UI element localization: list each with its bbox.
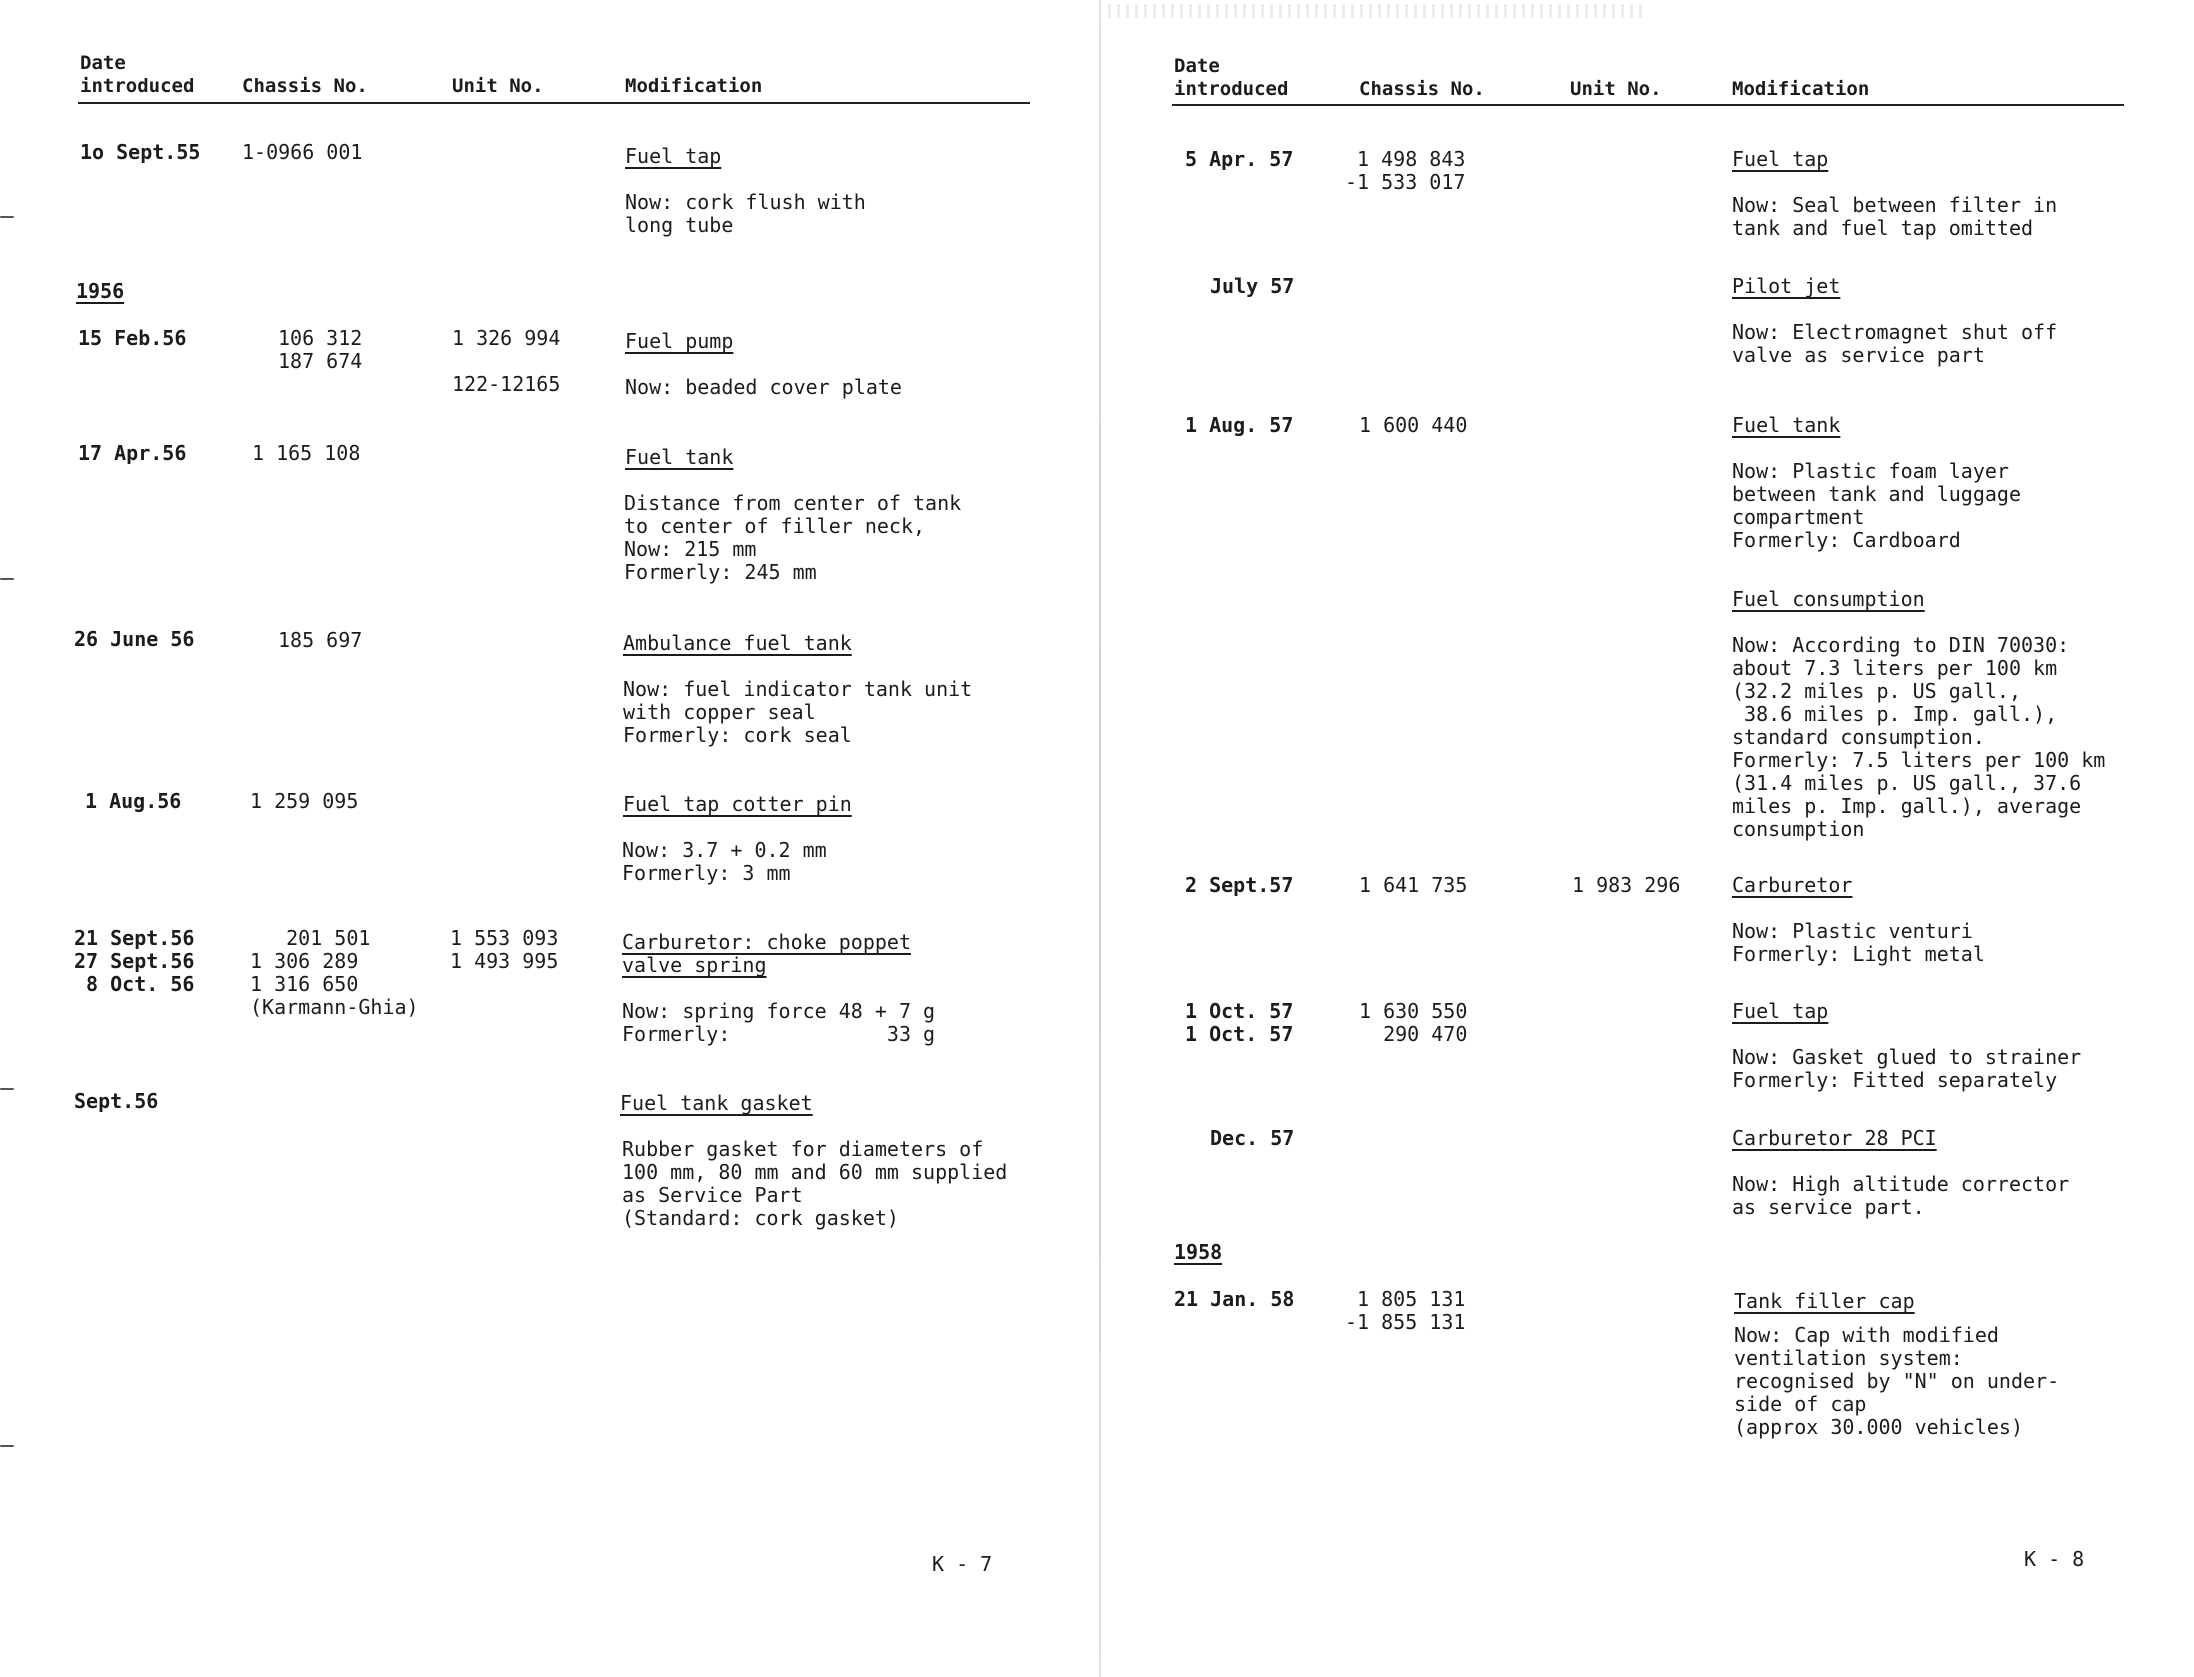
header-unit: Unit No. [1570,78,1662,100]
modification-title: Tank filler cap [1734,1289,1915,1313]
entry-date: July 57 [1210,274,1295,298]
modification-text: Now: Cap with modified ventilation system: recognised by "N" on under- side of cap (approx 30.000 vehicles) [1734,1323,2060,1439]
entry-date: 5 Apr. 57 [1185,147,1294,171]
modification-title: Pilot jet [1732,274,1841,298]
modification-text: Now: Electromagnet shut off valve as service part [1732,320,2058,367]
modification-title: Fuel tank [625,445,734,469]
header-unit: Unit No. [452,75,544,97]
modification-text: Now: 3.7 + 0.2 mm Formerly: 3 mm [622,838,827,885]
entry-chassis: 1 641 735 [1359,873,1468,897]
entry-chassis: 1 630 550 290 470 [1359,999,1468,1046]
modification-title: Ambulance fuel tank [623,631,852,655]
entry-unit: 1 983 296 [1572,873,1681,897]
page-number: K - 8 [2024,1547,2085,1571]
modification-title: Fuel pump [625,329,734,353]
modification-text: Now: Plastic foam layer between tank and luggage compartment Formerly: Cardboard [1732,459,2021,552]
entry-chassis: 1 259 095 [250,789,359,813]
entry-chassis: 185 697 [278,628,363,652]
modification-text: Now: Plastic venturi Formerly: Light metal [1732,919,1985,966]
header-date: Date introduced [1174,55,1289,100]
entry-date: 17 Apr.56 [78,441,187,465]
entry-chassis: 1 805 131 -1 855 131 [1345,1287,1466,1334]
header-chassis: Chassis No. [242,75,368,97]
modification-title: Fuel consumption [1732,587,1925,611]
header-rule [78,102,1030,104]
year-heading: 1958 [1174,1240,1223,1264]
header-rule [1172,104,2124,106]
entry-chassis: 201 501 1 306 289 1 316 650 (Karmann-Ghia) [250,926,419,1019]
entry-date: 1o Sept.55 [80,140,201,164]
modification-text: Now: beaded cover plate [625,375,902,399]
header-date: Date introduced [80,52,195,97]
modification-title: Fuel tap cotter pin [623,792,852,816]
entry-chassis: 1 498 843 -1 533 017 [1345,147,1466,194]
entry-chassis: 1-0966 001 [242,140,363,164]
entry-date: 21 Jan. 58 [1174,1287,1295,1311]
modification-title: Fuel tank [1732,413,1841,437]
entry-date: Dec. 57 [1210,1126,1295,1150]
modification-text: Now: fuel indicator tank unit with copper seal Formerly: cork seal [623,677,973,747]
entry-chassis: 106 312 187 674 [278,326,363,373]
entry-date: 1 Aug.56 [85,789,182,813]
entry-date: 21 Sept.56 27 Sept.56 8 Oct. 56 [74,926,195,996]
entry-chassis: 1 600 440 [1359,413,1468,437]
modification-title: Fuel tap [625,144,722,168]
modification-text: Now: cork flush with long tube [625,190,866,237]
entry-unit: 1 326 994 122-12165 [452,326,561,396]
modification-title: Fuel tap [1732,147,1829,171]
entry-date: 2 Sept.57 [1185,873,1294,897]
modification-text: Now: High altitude corrector as service part. [1732,1172,2070,1219]
entry-date: Sept.56 [74,1089,159,1113]
modification-text: Now: Gasket glued to strainer Formerly: Fitted separately [1732,1045,2082,1092]
entry-date: 26 June 56 [74,627,195,651]
modification-title: Fuel tap [1732,999,1829,1023]
header-modification: Modification [625,75,763,97]
modification-title: Fuel tank gasket [620,1091,813,1115]
modification-text: Now: According to DIN 70030: about 7.3 liters per 100 km (32.2 miles p. US gall., 38.6 miles p. Imp. gall.), standard consumption. Formerly: 7.5 liters per 100 km (31.4 miles p. US gall., 37.6 miles p. Imp. gall.), average consumption [1732,633,2106,841]
year-heading: 1956 [76,279,125,303]
modification-title: Carburetor 28 PCI [1732,1126,1937,1150]
modification-title: Carburetor: choke poppet valve spring [622,930,911,977]
page-number: K - 7 [932,1552,993,1576]
modification-title: Carburetor [1732,873,1853,897]
entry-unit: 1 553 093 1 493 995 [450,926,559,973]
entry-date: 1 Aug. 57 [1185,413,1294,437]
header-modification: Modification [1732,78,1870,100]
entry-chassis: 1 165 108 [252,441,361,465]
page-k8 [1100,0,2194,1677]
header-chassis: Chassis No. [1359,78,1485,100]
entry-date: 1 Oct. 57 1 Oct. 57 [1185,999,1294,1046]
modification-text: Rubber gasket for diameters of 100 mm, 80 mm and 60 mm supplied as Service Part (Standard: cork gasket) [622,1137,1008,1230]
modification-text: Distance from center of tank to center of filler neck, Now: 215 mm Formerly: 245 mm [624,491,962,584]
modification-text: Now: Seal between filter in tank and fuel tap omitted [1732,193,2058,240]
modification-text: Now: spring force 48 + 7 g Formerly: 33 g [622,999,936,1046]
entry-date: 15 Feb.56 [78,326,187,350]
